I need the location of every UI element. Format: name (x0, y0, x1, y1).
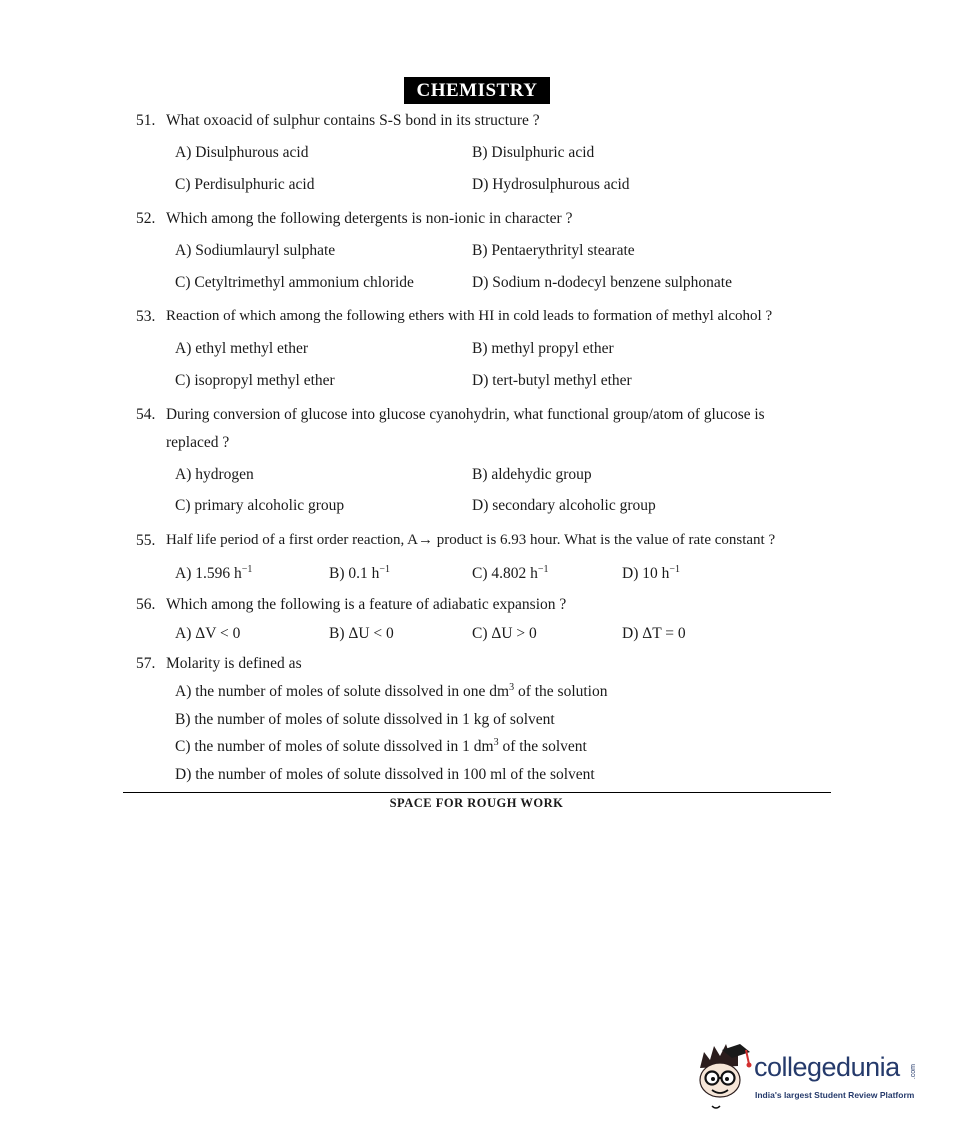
option-a: A) Sodiumlauryl sulphate (175, 242, 336, 259)
option-d: D) tert-butyl methyl ether (472, 372, 632, 389)
question-text: What oxoacid of sulphur contains S-S bond in its structure ? (166, 112, 540, 129)
option-a: A) ethyl methyl ether (175, 340, 308, 357)
question-text: Which among the following detergents is non-ionic in character ? (166, 210, 573, 227)
brand-name: collegedunia (754, 1052, 900, 1082)
option-b: B) ΔU < 0 (329, 625, 394, 642)
brand-logo (694, 1040, 924, 1112)
option-b: B) 0.1 $h^{-1}$ (329, 564, 391, 582)
question-number: 57. (136, 655, 156, 672)
option-c: C) Perdisulphuric acid (175, 176, 315, 193)
option-c: C) primary alcoholic group (175, 497, 345, 514)
option-a: A) ΔV < 0 (175, 625, 241, 642)
option-c: C) the number of moles of solute dissolved in 1 $dm^3$ of the solvent (175, 737, 587, 755)
option-d: D) secondary alcoholic group (472, 497, 656, 514)
brand-domain: .com (910, 1064, 917, 1080)
question-text: Molarity is defined as (166, 655, 302, 672)
option-c: C) 4.802 $h^{-1}$ (472, 564, 549, 582)
question-number: 56. (136, 596, 156, 613)
rough-work-label: SPACE FOR ROUGH WORK (389, 796, 564, 810)
option-c: C) ΔU > 0 (472, 625, 537, 642)
question-number: 52. (136, 210, 156, 227)
question-text-continued: replaced ? (166, 434, 230, 451)
option-a: A) hydrogen (175, 466, 254, 483)
question-number: 53. (136, 308, 156, 325)
option-a: A) Disulphurous acid (175, 144, 309, 161)
mascot-icon (694, 1040, 756, 1112)
question-number: 55. (136, 532, 156, 549)
brand-tagline: India's largest Student Review Platform (755, 1090, 915, 1100)
option-c: C) Cetyltrimethyl ammonium chloride (175, 274, 414, 291)
option-d: D) Sodium n-dodecyl benzene sulphonate (472, 274, 732, 291)
option-b: B) methyl propyl ether (472, 340, 614, 357)
question-text: Half life period of a first order reaction, A→ product is 6.93 hour. What is the value of rate constant ? (166, 532, 776, 548)
option-c: C) isopropyl methyl ether (175, 372, 335, 389)
option-d: D) Hydrosulphurous acid (472, 176, 630, 193)
option-b: B) aldehydic group (472, 466, 592, 483)
question-text: During conversion of glucose into glucose cyanohydrin, what functional group/atom of glucose is (166, 406, 765, 423)
option-a: A) 1.596 $h^{-1}$ (175, 564, 253, 582)
question-number: 54. (136, 406, 156, 423)
section-title: CHEMISTRY (404, 77, 550, 104)
divider (123, 792, 831, 793)
option-d: D) ΔT = 0 (622, 625, 686, 642)
question-text: Which among the following is a feature of adiabatic expansion ? (166, 596, 567, 613)
option-b: B) Disulphuric acid (472, 144, 595, 161)
question-number: 51. (136, 112, 156, 129)
question-text: Reaction of which among the following ethers with HI in cold leads to formation of methyl alcohol ? (166, 308, 773, 324)
option-a: A) the number of moles of solute dissolved in one $dm^3$ of the solution (175, 682, 608, 700)
option-b: B) Pentaerythrityl stearate (472, 242, 635, 259)
option-b: B) the number of moles of solute dissolved in 1 kg of solvent (175, 711, 555, 728)
option-d: D) 10 $h^{-1}$ (622, 564, 680, 582)
option-d: D) the number of moles of solute dissolved in 100 ml of the solvent (175, 766, 595, 783)
